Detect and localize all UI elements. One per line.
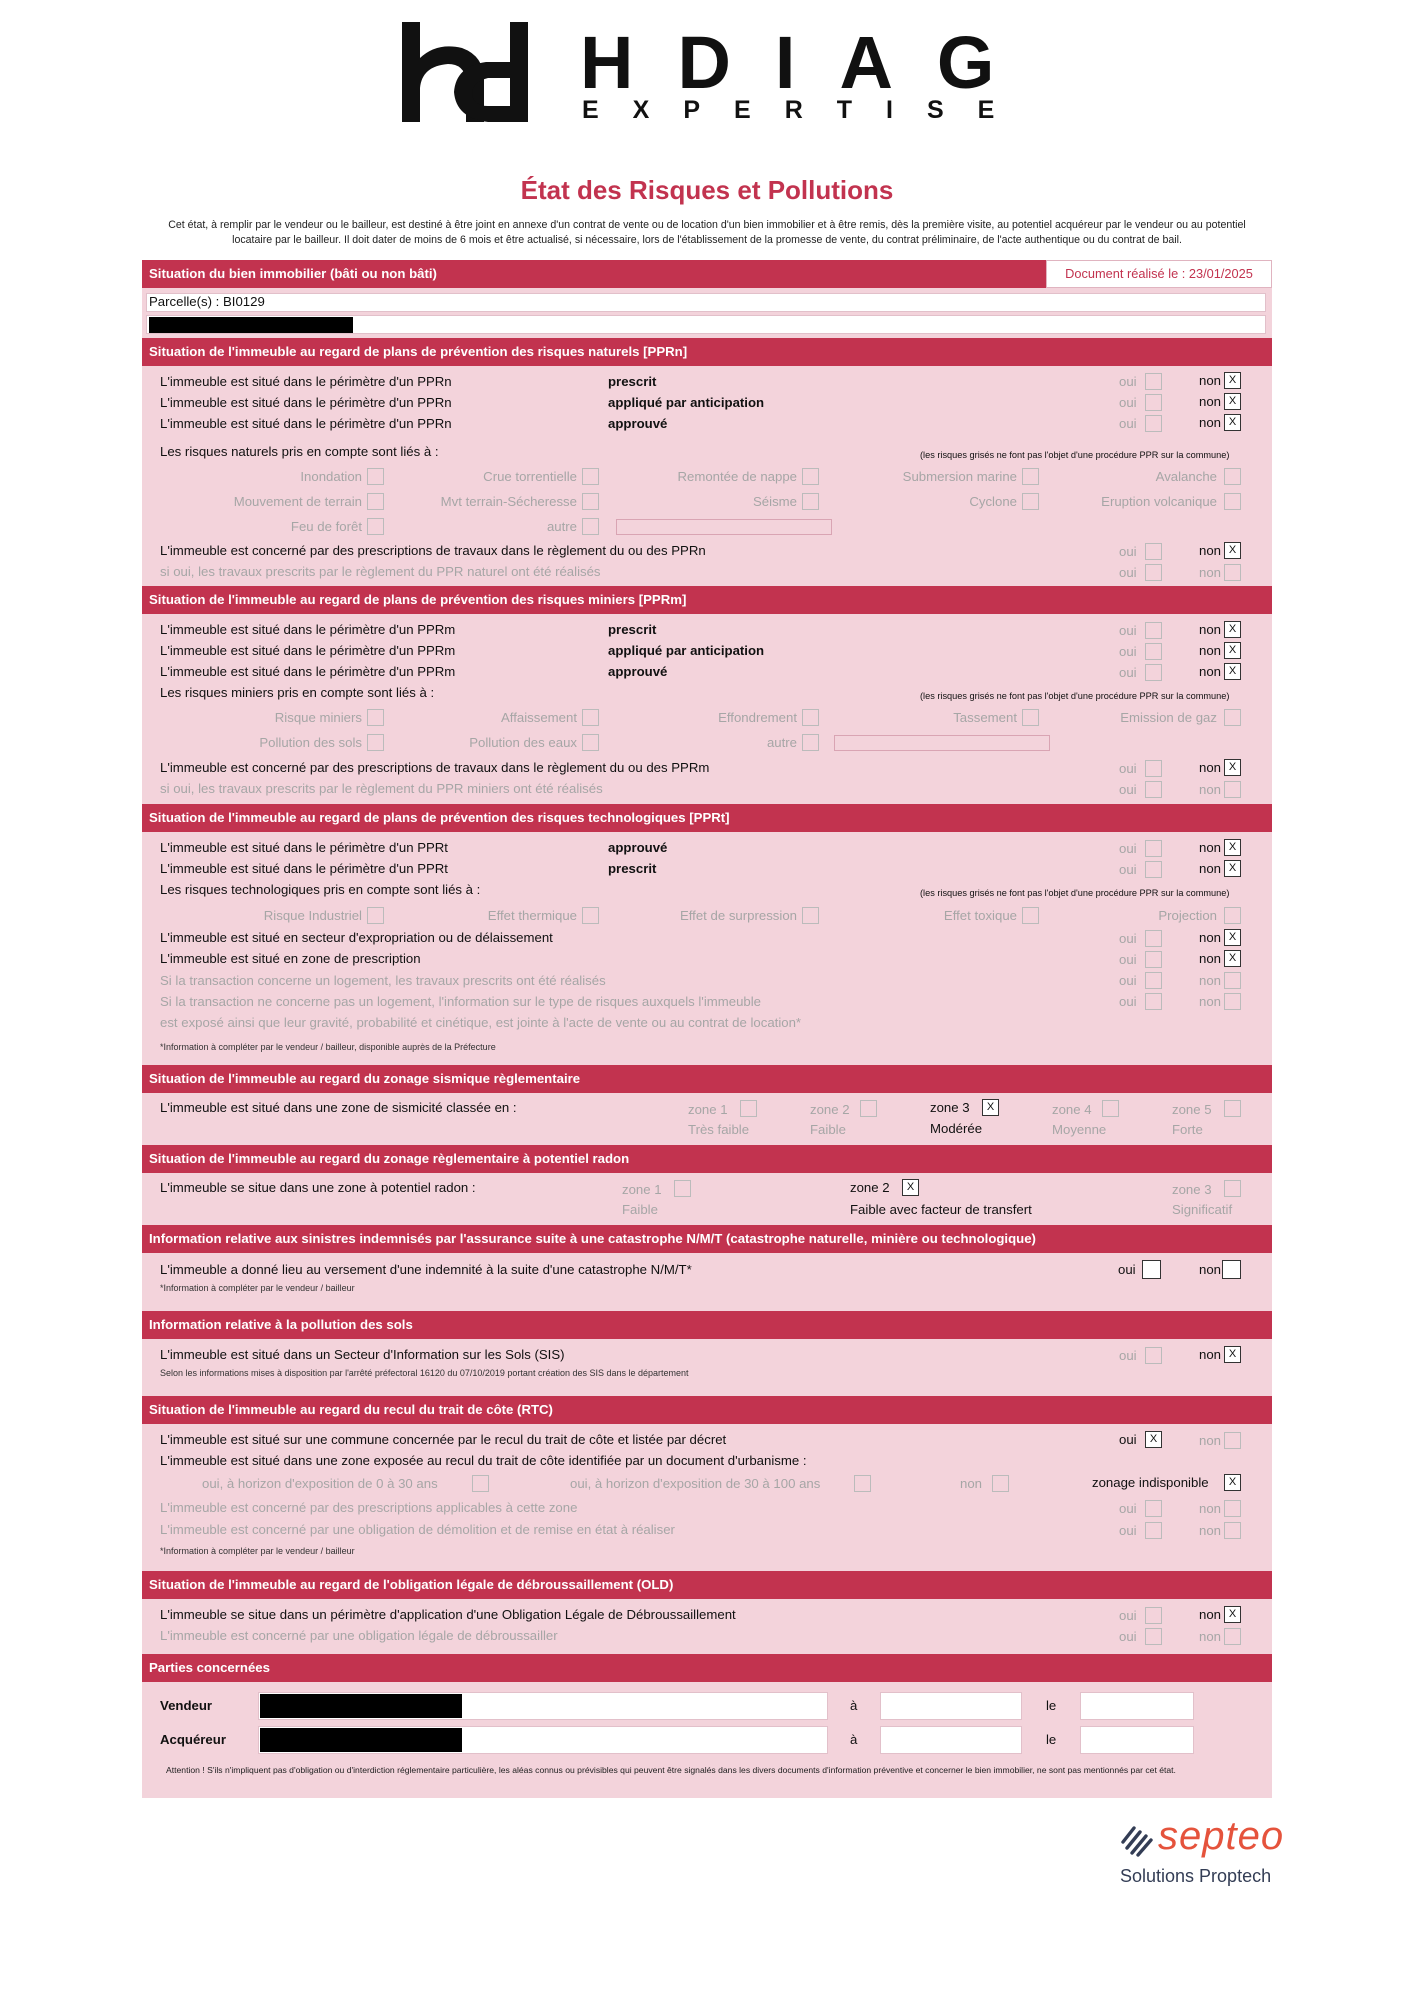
risk-secheresse-checkbox[interactable]: [582, 493, 599, 510]
non-label: non: [1199, 373, 1222, 388]
risk-tassement-label: Tassement: [953, 710, 1017, 725]
pprt-row-2-qual: prescrit: [608, 861, 657, 876]
risk-crue-checkbox[interactable]: [582, 468, 599, 485]
septeo-subtitle: Solutions Proptech: [1120, 1866, 1272, 1886]
risk-seisme-checkbox[interactable]: [802, 493, 819, 510]
pprm-row-2-label: L'immeuble est situé dans le périmètre d'un PPRm: [160, 643, 456, 658]
non-label: non: [1199, 1607, 1222, 1622]
pprt-row-1-oui-checkbox[interactable]: [1145, 840, 1162, 857]
pprn-row-1-non-checkbox[interactable]: X: [1224, 372, 1241, 389]
sinistres-note: *Information à compléter par le vendeur / bailleur: [160, 1283, 355, 1293]
pprt-non-logement-label-2: est exposé ainsi que leur gravité, probabilité et cinétique, est jointe à l'acte de vente ou au contrat de location*: [160, 1015, 802, 1030]
pprm-row-1-oui-checkbox[interactable]: [1145, 622, 1162, 639]
risk-affaissement-label: Affaissement: [501, 710, 577, 725]
rtc-note: *Information à compléter par le vendeur / bailleur: [160, 1546, 355, 1556]
pprn-risks-label: Les risques naturels pris en compte sont liés à :: [160, 444, 439, 459]
pprm-risks-label: Les risques miniers pris en compte sont liés à :: [160, 685, 435, 700]
pprm-row-3-oui-checkbox[interactable]: [1145, 664, 1162, 681]
rtc-opt-3-label: non: [960, 1476, 983, 1491]
rtc-opt-2-checkbox[interactable]: [854, 1475, 871, 1492]
pprn-realises-non-checkbox[interactable]: [1224, 564, 1241, 581]
pprm-row-1-non-checkbox[interactable]: X: [1224, 621, 1241, 638]
non-label: non: [1199, 543, 1222, 558]
pprn-row-2-label: L'immeuble est situé dans le périmètre d'un PPRn: [160, 395, 452, 410]
pprt-zone-prescr-oui-checkbox[interactable]: [1145, 951, 1162, 968]
risk-eruption-label: Eruption volcanique: [1101, 494, 1217, 509]
pprm-row-3-qual: approuvé: [608, 664, 668, 679]
pprt-non-logement-label-1: Si la transaction ne concerne pas un logement, l'information sur le type de risques auxquels l'immeuble: [160, 994, 761, 1009]
risk-pollution-sols-checkbox[interactable]: [367, 734, 384, 751]
old-obligation-label: L'immeuble est concerné par une obligation légale de débroussailler: [160, 1628, 558, 1643]
risk-affaissement-checkbox[interactable]: [582, 709, 599, 726]
vendeur-le-label: le: [1046, 1698, 1057, 1713]
sinistres-non-checkbox[interactable]: [1222, 1260, 1241, 1279]
non-label: non: [1199, 861, 1222, 876]
risk-nappe-label: Remontée de nappe: [677, 469, 797, 484]
sismique-zone-1-desc: Très faible: [688, 1122, 750, 1137]
oui-label: oui: [1119, 1432, 1137, 1447]
oui-label: oui: [1118, 1262, 1136, 1277]
brand-subtitle: EXPERTISE: [582, 96, 1029, 124]
risk-projection-checkbox[interactable]: [1224, 907, 1241, 924]
non-label: non: [1199, 782, 1222, 797]
parcelle-label: Parcelle(s) : BI0129: [149, 294, 265, 309]
risk-autre-miniers-checkbox[interactable]: [802, 734, 819, 751]
section-header-pprt: Situation de l'immeuble au regard de plans de prévention des risques technologiques [PPRt]: [142, 804, 1272, 832]
risk-effondrement-label: Effondrement: [718, 710, 797, 725]
non-label: non: [1199, 415, 1222, 430]
pprt-row-2-oui-checkbox[interactable]: [1145, 861, 1162, 878]
non-label: non: [1199, 760, 1222, 775]
risk-thermique-checkbox[interactable]: [582, 907, 599, 924]
non-label: non: [1199, 951, 1222, 966]
attention-note: Attention ! S'ils n'impliquent pas d'obligation ou d'interdiction réglementaire particulière, les aléas connus ou prévisibles qui peuvent être signalés dans les divers documents d'information préventive et concerner le bien immobilier, ne sont pas mentionnés par cet état.: [166, 1765, 1176, 1775]
acquereur-place-field[interactable]: [880, 1726, 1022, 1754]
risk-toxique-label: Effet toxique: [943, 908, 1017, 923]
septeo-logo: [1120, 1814, 1310, 1898]
rtc-commune-oui-checkbox[interactable]: X: [1145, 1431, 1162, 1448]
section-header-sismique: Situation de l'immeuble au regard du zonage sismique règlementaire: [142, 1065, 1272, 1093]
redacted-acquereur: [260, 1728, 462, 1752]
oui-label: oui: [1119, 931, 1137, 946]
risk-seisme-label: Séisme: [753, 494, 797, 509]
pprn-row-2-qual: appliqué par anticipation: [608, 395, 765, 410]
sismique-zone-2-label: zone 2: [810, 1102, 850, 1117]
rtc-demol-label: L'immeuble est concerné par une obligation de démolition et de remise en état à réaliser: [160, 1522, 675, 1537]
non-label: non: [1199, 1262, 1222, 1277]
pprt-expro-label: L'immeuble est situé en secteur d'expropriation ou de délaissement: [160, 930, 553, 945]
pprt-logement-oui-checkbox[interactable]: [1145, 972, 1162, 989]
non-label: non: [1199, 994, 1222, 1009]
pprt-row-1-label: L'immeuble est situé dans le périmètre d'un PPRt: [160, 840, 448, 855]
rtc-commune-label: L'immeuble est situé sur une commune concernée par le recul du trait de côte et listée par décret: [160, 1432, 727, 1447]
sismique-zone-2-desc: Faible: [810, 1122, 846, 1137]
old-obligation-oui-checkbox[interactable]: [1145, 1628, 1162, 1645]
acquereur-le-label: le: [1046, 1732, 1057, 1747]
pprt-row-1-qual: approuvé: [608, 840, 668, 855]
oui-label: oui: [1119, 1629, 1137, 1644]
pprt-zone-prescr-label: L'immeuble est situé en zone de prescription: [160, 951, 421, 966]
hd-logo-mark-icon: [392, 18, 542, 128]
rtc-zone-label: L'immeuble est situé dans une zone exposée au recul du trait de côte identifiée par un document d'urbanisme :: [160, 1453, 807, 1468]
pprt-logement-label: Si la transaction concerne un logement, les travaux prescrits ont été réalisés: [160, 973, 606, 988]
rtc-opt-4-label: zonage indisponible: [1092, 1475, 1209, 1490]
non-label: non: [1199, 565, 1222, 580]
pprn-travaux-oui-checkbox[interactable]: [1145, 543, 1162, 560]
sinistres-oui-checkbox[interactable]: [1142, 1260, 1161, 1279]
pprn-row-3-qual: approuvé: [608, 416, 668, 431]
risk-inondation-checkbox[interactable]: [367, 468, 384, 485]
section-header-radon: Situation de l'immeuble au regard du zonage règlementaire à potentiel radon: [142, 1145, 1272, 1173]
risk-pollution-eaux-checkbox[interactable]: [582, 734, 599, 751]
section-header-situation: Situation du bien immobilier (bâti ou non bâti): [142, 260, 1046, 288]
sismique-zone-3-checkbox[interactable]: X: [982, 1099, 999, 1116]
rtc-prescr-oui-checkbox[interactable]: [1145, 1500, 1162, 1517]
risk-industriel-checkbox[interactable]: [367, 907, 384, 924]
radon-zone-3-desc: Significatif: [1172, 1202, 1233, 1217]
pprm-realises-non-checkbox[interactable]: [1224, 781, 1241, 798]
oui-label: oui: [1119, 1348, 1137, 1363]
section-header-sinistres: Information relative aux sinistres indemnisés par l'assurance suite à une catastrophe N/M/T (catastrophe naturelle, minière ou technologique): [142, 1225, 1272, 1253]
oui-label: oui: [1119, 994, 1137, 1009]
risk-cyclone-label: Cyclone: [969, 494, 1017, 509]
rtc-opt-4-checkbox[interactable]: X: [1224, 1474, 1241, 1491]
oui-label: oui: [1119, 952, 1137, 967]
risk-crue-label: Crue torrentielle: [483, 469, 577, 484]
septeo-stripes-icon: [1120, 1824, 1156, 1858]
non-label: non: [1199, 664, 1222, 679]
pprn-travaux-label: L'immeuble est concerné par des prescriptions de travaux dans le règlement du ou des PPRn: [160, 543, 706, 558]
risk-miniers-label: Risque miniers: [274, 710, 362, 725]
old-perimetre-non-checkbox[interactable]: X: [1224, 1606, 1241, 1623]
non-label: non: [1199, 394, 1222, 409]
radon-zone-1-desc: Faible: [622, 1202, 658, 1217]
document-date: Document réalisé le : 23/01/2025: [1046, 260, 1272, 288]
risk-gaz-label: Emission de gaz: [1120, 710, 1217, 725]
radon-zone-2-desc: Faible avec facteur de transfert: [850, 1202, 1032, 1217]
risk-submersion-label: Submersion marine: [902, 469, 1017, 484]
pprt-row-1-non-checkbox[interactable]: X: [1224, 839, 1241, 856]
radon-label: L'immeuble se situe dans une zone à potentiel radon :: [160, 1180, 476, 1195]
pprn-risks-note: (les risques grisés ne font pas l'objet d'une procédure PPR sur la commune): [920, 450, 1230, 460]
risk-autre-input[interactable]: [616, 519, 832, 535]
pprn-travaux-non-checkbox[interactable]: X: [1224, 542, 1241, 559]
old-obligation-non-checkbox[interactable]: [1224, 1628, 1241, 1645]
radon-zone-2-label: zone 2: [850, 1180, 890, 1195]
vendeur-a-label: à: [850, 1698, 858, 1713]
radon-zone-2-checkbox[interactable]: X: [902, 1179, 919, 1196]
sismique-zone-5-label: zone 5: [1172, 1102, 1212, 1117]
vendeur-label: Vendeur: [160, 1698, 213, 1713]
risk-avalanche-checkbox[interactable]: [1224, 468, 1241, 485]
pprt-row-2-label: L'immeuble est situé dans le périmètre d'un PPRt: [160, 861, 448, 876]
pprt-expro-oui-checkbox[interactable]: [1145, 930, 1162, 947]
oui-label: oui: [1119, 395, 1137, 410]
pprm-row-3-non-checkbox[interactable]: X: [1224, 663, 1241, 680]
risk-thermique-label: Effet thermique: [487, 908, 577, 923]
pprt-risks-note: (les risques grisés ne font pas l'objet d'une procédure PPR sur la commune): [920, 888, 1230, 898]
sols-non-checkbox[interactable]: X: [1224, 1346, 1241, 1363]
risk-feu-label: Feu de forêt: [290, 519, 362, 534]
pprt-logement-non-checkbox[interactable]: [1224, 972, 1241, 989]
redacted-vendeur: [260, 1694, 462, 1718]
radon-zone-1-label: zone 1: [622, 1182, 662, 1197]
radon-zone-3-label: zone 3: [1172, 1182, 1212, 1197]
pprm-risks-note: (les risques grisés ne font pas l'objet d'une procédure PPR sur la commune): [920, 691, 1230, 701]
section-header-sols: Information relative à la pollution des sols: [142, 1311, 1272, 1339]
sismique-zone-1-label: zone 1: [688, 1102, 728, 1117]
pprt-zone-prescr-non-checkbox[interactable]: X: [1224, 950, 1241, 967]
risk-autre-checkbox[interactable]: [582, 518, 599, 535]
pprt-risks-label: Les risques technologiques pris en compte sont liés à :: [160, 882, 481, 897]
old-perimetre-label: L'immeuble se situe dans un périmètre d'application d'une Obligation Légale de Débroussaillement: [160, 1607, 736, 1622]
risk-secheresse-label: Mvt terrain-Sécheresse: [440, 494, 577, 509]
risk-cyclone-checkbox[interactable]: [1022, 493, 1039, 510]
risk-surpression-label: Effet de surpression: [679, 908, 797, 923]
pprn-realises-label: si oui, les travaux prescrits par le règlement du PPR naturel ont été réalisés: [160, 564, 601, 579]
pprt-row-2-non-checkbox[interactable]: X: [1224, 860, 1241, 877]
non-label: non: [1199, 1523, 1222, 1538]
intro-text: Cet état, à remplir par le vendeur ou le bailleur, est destiné à être joint en annexe d'un contrat de vente ou de location d'un bien immobilier et à être remis, dès la première visite, au potentiel acquéreur par le vendeur ou au potentiel locataire par le bailleur. Il doit dater de moins de 6 mois et être actualisé, si nécessaire, lors de l'établissement de la promesse de vente, du contrat préliminaire, de l'acte authentique ou du contrat de bail.: [168, 219, 1246, 246]
rtc-demol-non-checkbox[interactable]: [1224, 1522, 1241, 1539]
vendeur-date-field[interactable]: [1080, 1692, 1194, 1720]
pprt-non-logement-non-checkbox[interactable]: [1224, 993, 1241, 1010]
risk-autre-miniers-label: autre: [766, 735, 797, 750]
old-perimetre-oui-checkbox[interactable]: [1145, 1607, 1162, 1624]
non-label: non: [1199, 1433, 1222, 1448]
sismique-zone-4-desc: Moyenne: [1052, 1122, 1107, 1137]
non-label: non: [1199, 1501, 1222, 1516]
rtc-prescr-label: L'immeuble est concerné par des prescriptions applicables à cette zone: [160, 1500, 578, 1515]
rtc-opt-2-label: oui, à horizon d'exposition de 30 à 100 ans: [570, 1476, 821, 1491]
sinistres-label: L'immeuble a donné lieu au versement d'une indemnité à la suite d'une catastrophe N/M/T*: [160, 1262, 692, 1277]
oui-label: oui: [1119, 862, 1137, 877]
oui-label: oui: [1119, 644, 1137, 659]
risk-avalanche-label: Avalanche: [1155, 469, 1217, 484]
risk-tassement-checkbox[interactable]: [1022, 709, 1039, 726]
pprm-row-1-qual: prescrit: [608, 622, 657, 637]
pprm-row-2-non-checkbox[interactable]: X: [1224, 642, 1241, 659]
pprn-row-2-non-checkbox[interactable]: X: [1224, 393, 1241, 410]
non-label: non: [1199, 622, 1222, 637]
pprm-travaux-label: L'immeuble est concerné par des prescriptions de travaux dans le règlement du ou des PPRm: [160, 760, 710, 775]
sismique-zone-5-checkbox[interactable]: [1224, 1100, 1241, 1117]
oui-label: oui: [1119, 761, 1137, 776]
pprm-row-2-qual: appliqué par anticipation: [608, 643, 765, 658]
risk-mouvement-label: Mouvement de terrain: [233, 494, 362, 509]
pprm-travaux-oui-checkbox[interactable]: [1145, 760, 1162, 777]
pprn-row-3-label: L'immeuble est situé dans le périmètre d'un PPRn: [160, 416, 452, 431]
section-header-pprn: Situation de l'immeuble au regard de plans de prévention des risques naturels [PPRn]: [142, 338, 1272, 366]
sismique-zone-5-desc: Forte: [1172, 1122, 1203, 1137]
sismique-zone-4-checkbox[interactable]: [1102, 1100, 1119, 1117]
brand-name: HDIAG: [580, 21, 1039, 104]
risk-feu-checkbox[interactable]: [367, 518, 384, 535]
pprn-row-1-label: L'immeuble est situé dans le périmètre d'un PPRn: [160, 374, 452, 389]
rtc-opt-3-checkbox[interactable]: [992, 1475, 1009, 1492]
non-label: non: [1199, 1347, 1222, 1362]
risk-pollution-sols-label: Pollution des sols: [259, 735, 362, 750]
pprm-travaux-non-checkbox[interactable]: X: [1224, 759, 1241, 776]
sols-label: L'immeuble est situé dans un Secteur d'Information sur les Sols (SIS): [160, 1347, 565, 1362]
section-header-parties: Parties concernées: [142, 1654, 1272, 1682]
oui-label: oui: [1119, 665, 1137, 680]
pprt-expro-non-checkbox[interactable]: X: [1224, 929, 1241, 946]
septeo-brand: septeo: [1158, 1814, 1285, 1858]
vendeur-place-field[interactable]: [880, 1692, 1022, 1720]
risk-autre-miniers-input[interactable]: [834, 735, 1050, 751]
risk-eruption-checkbox[interactable]: [1224, 493, 1241, 510]
acquereur-date-field[interactable]: [1080, 1726, 1194, 1754]
risk-surpression-checkbox[interactable]: [802, 907, 819, 924]
pprn-row-3-oui-checkbox[interactable]: [1145, 415, 1162, 432]
risk-pollution-eaux-label: Pollution des eaux: [469, 735, 577, 750]
sismique-zone-3-label: zone 3: [930, 1100, 970, 1115]
non-label: non: [1199, 930, 1222, 945]
acquereur-label: Acquéreur: [160, 1732, 226, 1747]
sismique-zone-3-desc: Modérée: [930, 1121, 983, 1136]
sols-oui-checkbox[interactable]: [1145, 1347, 1162, 1364]
non-label: non: [1199, 1629, 1222, 1644]
oui-label: oui: [1119, 1501, 1137, 1516]
oui-label: oui: [1119, 565, 1137, 580]
redacted-address: [149, 317, 353, 333]
sismique-label: L'immeuble est situé dans une zone de sismicité classée en :: [160, 1100, 517, 1115]
pprn-row-3-non-checkbox[interactable]: X: [1224, 414, 1241, 431]
pprn-row-1-qual: prescrit: [608, 374, 657, 389]
risk-effondrement-checkbox[interactable]: [802, 709, 819, 726]
pprm-row-3-label: L'immeuble est situé dans le périmètre d'un PPRm: [160, 664, 456, 679]
non-label: non: [1199, 840, 1222, 855]
rtc-opt-1-checkbox[interactable]: [472, 1475, 489, 1492]
oui-label: oui: [1119, 416, 1137, 431]
oui-label: oui: [1119, 841, 1137, 856]
pprn-realises-oui-checkbox[interactable]: [1145, 564, 1162, 581]
non-label: non: [1199, 973, 1222, 988]
oui-label: oui: [1119, 1608, 1137, 1623]
rtc-opt-1-label: oui, à horizon d'exposition de 0 à 30 ans: [202, 1476, 438, 1491]
sismique-zone-2-checkbox[interactable]: [860, 1100, 877, 1117]
radon-zone-3-checkbox[interactable]: [1224, 1180, 1241, 1197]
risk-submersion-checkbox[interactable]: [1022, 468, 1039, 485]
risk-gaz-checkbox[interactable]: [1224, 709, 1241, 726]
parcelle-field[interactable]: [146, 293, 1266, 312]
pprm-row-1-label: L'immeuble est situé dans le périmètre d'un PPRm: [160, 622, 456, 637]
pprn-row-2-oui-checkbox[interactable]: [1145, 394, 1162, 411]
rtc-demol-oui-checkbox[interactable]: [1145, 1522, 1162, 1539]
risk-nappe-checkbox[interactable]: [802, 468, 819, 485]
risk-industriel-label: Risque Industriel: [263, 908, 362, 923]
acquereur-a-label: à: [850, 1732, 858, 1747]
pprt-non-logement-oui-checkbox[interactable]: [1145, 993, 1162, 1010]
pprn-row-1-oui-checkbox[interactable]: [1145, 373, 1162, 390]
section-header-old: Situation de l'immeuble au regard de l'obligation légale de débroussaillement (OLD): [142, 1571, 1272, 1599]
hdiag-logo: [392, 18, 1039, 128]
rtc-prescr-non-checkbox[interactable]: [1224, 1500, 1241, 1517]
sols-note: Selon les informations mises à disposition par l'arrêté préfectoral 16120 du 07/10/2019 portant création des SIS dans le département: [160, 1368, 689, 1378]
pprm-realises-oui-checkbox[interactable]: [1145, 781, 1162, 798]
oui-label: oui: [1119, 623, 1137, 638]
sismique-zone-1-checkbox[interactable]: [740, 1100, 757, 1117]
risk-miniers-checkbox[interactable]: [367, 709, 384, 726]
page-title: État des Risques et Pollutions: [520, 175, 894, 205]
section-header-pprm: Situation de l'immeuble au regard de plans de prévention des risques miniers [PPRm]: [142, 586, 1272, 614]
oui-label: oui: [1119, 782, 1137, 797]
non-label: non: [1199, 643, 1222, 658]
pprm-row-2-oui-checkbox[interactable]: [1145, 643, 1162, 660]
form-panel: [142, 260, 1272, 1798]
risk-inondation-label: Inondation: [300, 469, 362, 484]
oui-label: oui: [1119, 544, 1137, 559]
section-header-rtc: Situation de l'immeuble au regard du recul du trait de côte (RTC): [142, 1396, 1272, 1424]
risk-projection-label: Projection: [1158, 908, 1217, 923]
rtc-commune-non-checkbox[interactable]: [1224, 1432, 1241, 1449]
oui-label: oui: [1119, 1523, 1137, 1538]
pprt-note: *Information à compléter par le vendeur / bailleur, disponible auprès de la Préfecture: [160, 1042, 496, 1052]
pprm-realises-label: si oui, les travaux prescrits par le règlement du PPR miniers ont été réalisés: [160, 781, 603, 796]
sismique-zone-4-label: zone 4: [1052, 1102, 1092, 1117]
oui-label: oui: [1119, 374, 1137, 389]
risk-toxique-checkbox[interactable]: [1022, 907, 1039, 924]
oui-label: oui: [1119, 973, 1137, 988]
radon-zone-1-checkbox[interactable]: [674, 1180, 691, 1197]
risk-autre-label: autre: [546, 519, 577, 534]
